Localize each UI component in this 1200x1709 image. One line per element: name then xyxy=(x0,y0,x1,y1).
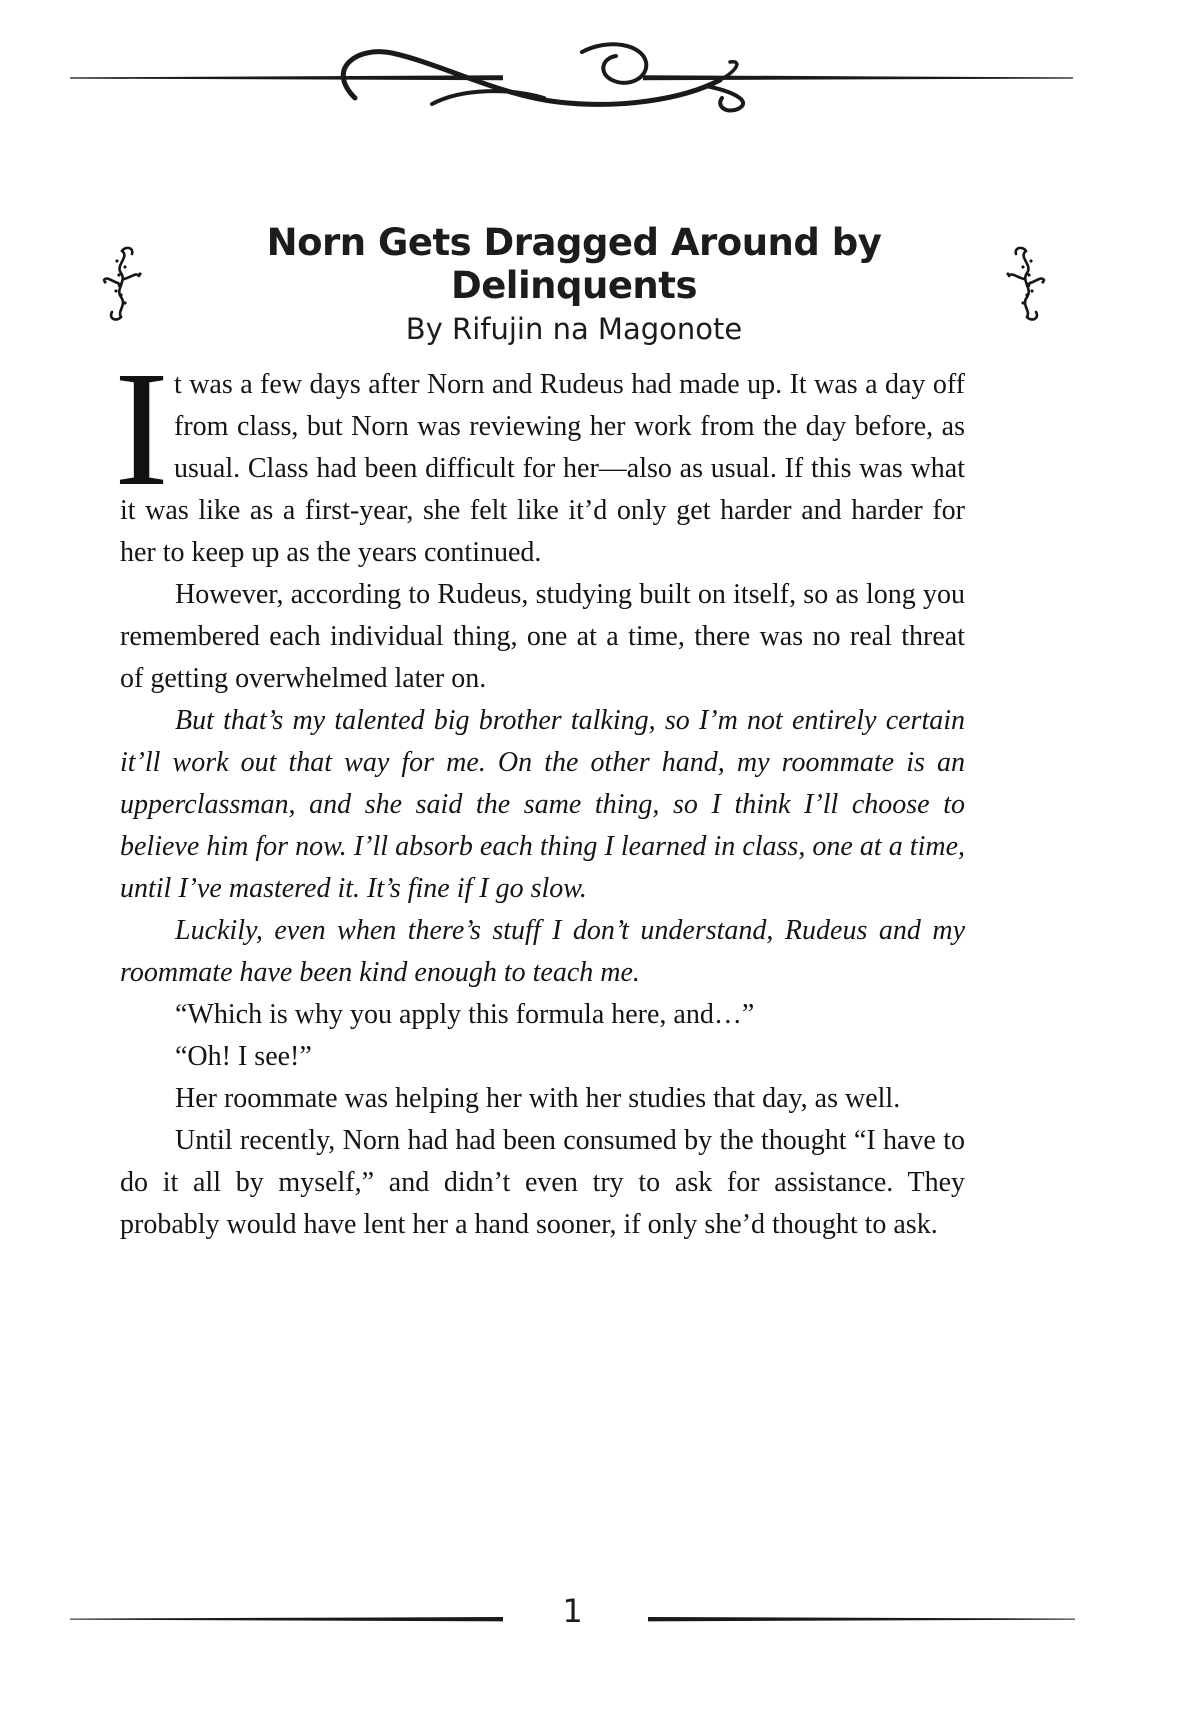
chapter-title-block xyxy=(145,222,1003,346)
chapter-header xyxy=(95,222,1053,346)
drop-cap: I xyxy=(114,337,169,520)
paragraph-text: t was a few days after Norn and Rudeus had made up. It was a day off from class, but Norn was reviewing her work from the day before, as usual. Class had been difficult for her—also as usual. If this was what it was like as a first-year, she felt like it’d only get harder and harder for her to keep up as the years continued. xyxy=(120,369,965,568)
paragraph: Luckily, even when there’s stuff I don’t understand, Rudeus and my roommate have been kind enough to teach me. xyxy=(120,915,965,988)
paragraph: “Oh! I see!” xyxy=(175,1041,312,1072)
paragraph: Until recently, Norn had had been consumed by the thought “I have to do it all by myself,” and didn’t even try to ask for assistance. They probably would have lent her a hand sooner, if only she’d thought to ask. xyxy=(120,1125,965,1240)
chapter-title: Norn Gets Dragged Around by Delinquents xyxy=(266,221,882,307)
paragraph: Her roommate was helping her with her studies that day, as well. xyxy=(175,1083,901,1114)
page-number: 1 xyxy=(562,1592,583,1630)
paragraph xyxy=(114,337,965,574)
paragraph: “Which is why you apply this formula here, and…” xyxy=(175,999,755,1030)
floral-vine-left-icon xyxy=(95,245,145,323)
top-divider xyxy=(70,40,1073,130)
floral-vine-right-icon xyxy=(1003,245,1053,323)
chapter-byline: By Rifujin na Magonote xyxy=(405,312,743,347)
paragraph: But that’s my talented big brother talking, so I’m not entirely certain it’ll work out that way for me. On the other hand, my roommate is an upperclassman, and she said the same thing, so I think I’ll choose to believe him for now. I’ll absorb each thing I learned in class, one at a time, until I’ve mastered it. It’s fine if I go slow. xyxy=(120,705,965,904)
page-footer xyxy=(70,1592,1075,1636)
calligraphic-flourish-icon xyxy=(70,40,1073,130)
paragraph: However, according to Rudeus, studying built on itself, so as long you remembered each individual thing, one at a time, there was no real threat of getting overwhelmed later on. xyxy=(120,579,965,694)
body-text xyxy=(114,337,965,1246)
